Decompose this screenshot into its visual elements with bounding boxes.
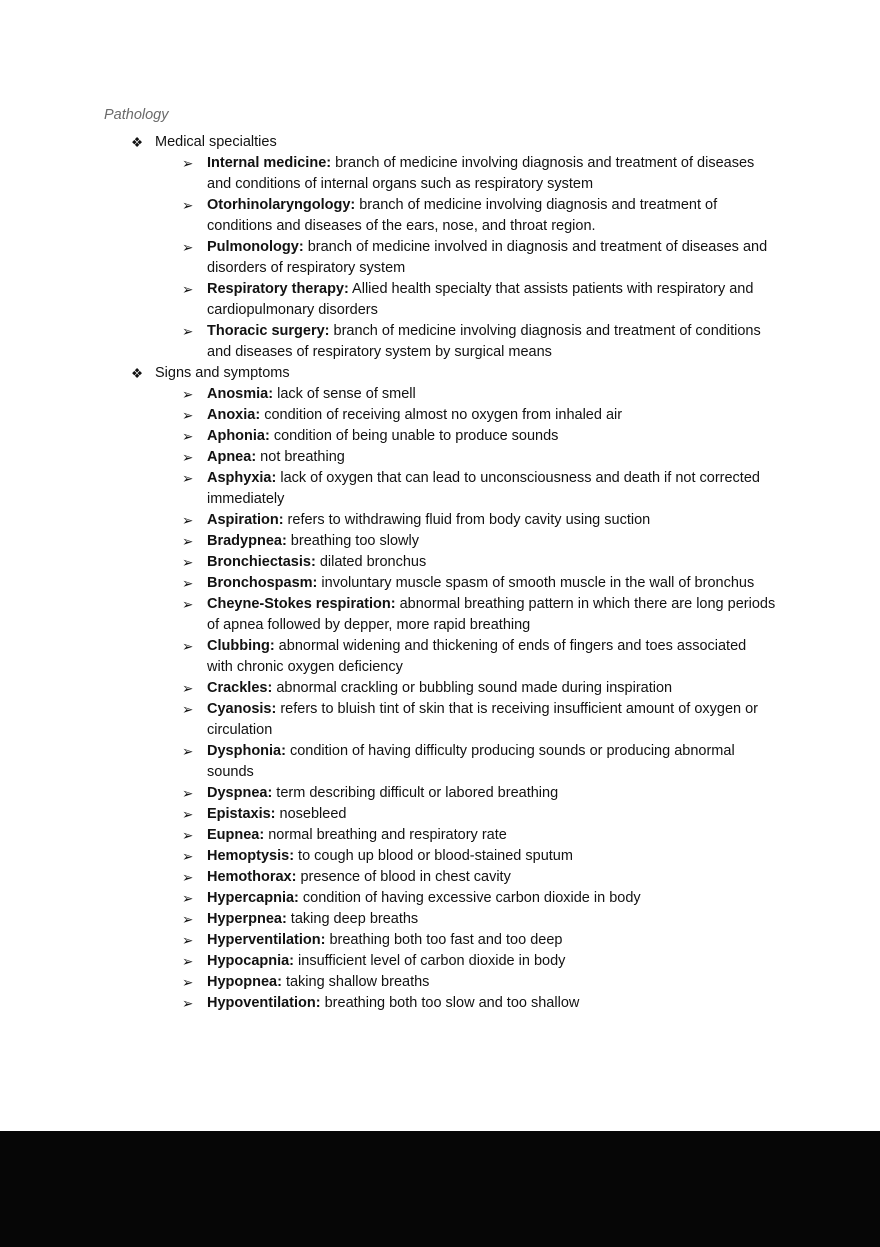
definition-item	[182, 510, 776, 531]
definition-item	[182, 573, 776, 594]
definition-item	[182, 993, 776, 1014]
arrow-bullet-icon: ➢	[182, 198, 194, 213]
definition-text: branch of medicine involving diagnosis and treatment of diseases and conditions of internal organs such as respiratory system	[207, 155, 755, 192]
term-label: Eupnea:	[207, 827, 265, 843]
definition-item	[182, 468, 776, 510]
definition-text: dilated bronchus	[315, 554, 427, 570]
arrow-bullet-icon: ➢	[182, 786, 194, 801]
section	[104, 132, 776, 363]
definition-item	[182, 741, 776, 783]
arrow-bullet-icon: ➢	[182, 156, 194, 171]
section-entries	[104, 153, 776, 363]
arrow-bullet-icon: ➢	[182, 240, 194, 255]
term-label: Cyanosis:	[207, 701, 277, 717]
term-label: Asphyxia:	[207, 470, 277, 486]
definition-text: branch of medicine involving diagnosis and treatment of conditions and diseases of respiratory system by surgical means	[207, 323, 761, 360]
arrow-bullet-icon: ➢	[182, 639, 194, 654]
arrow-bullet-icon: ➢	[182, 429, 194, 444]
term-label: Hypopnea:	[207, 974, 282, 990]
term-label: Anosmia:	[207, 386, 274, 402]
arrow-bullet-icon: ➢	[182, 324, 194, 339]
arrow-bullet-icon: ➢	[182, 870, 194, 885]
term-label: Otorhinolaryngology:	[207, 197, 356, 213]
definition-text: to cough up blood or blood-stained sputum	[294, 848, 573, 864]
definition-item	[182, 867, 776, 888]
definition-text: lack of oxygen that can lead to unconsciousness and death if not corrected immediately	[207, 470, 760, 507]
definition-text: involuntary muscle spasm of smooth muscle in the wall of bronchus	[317, 575, 755, 591]
definition-text: insufficient level of carbon dioxide in body	[294, 953, 566, 969]
definition-text: lack of sense of smell	[273, 386, 416, 402]
section-heading: Signs and symptoms	[155, 365, 290, 381]
definition-text: taking deep breaths	[286, 911, 419, 927]
section-heading-item	[131, 363, 776, 384]
term-label: Crackles:	[207, 680, 273, 696]
arrow-bullet-icon: ➢	[182, 702, 194, 717]
arrow-bullet-icon: ➢	[182, 597, 194, 612]
definition-text: refers to withdrawing fluid from body cavity using suction	[283, 512, 651, 528]
definition-text: term describing difficult or labored breathing	[272, 785, 559, 801]
section-heading-item	[131, 132, 776, 153]
definition-item	[182, 888, 776, 909]
arrow-bullet-icon: ➢	[182, 471, 194, 486]
definition-item	[182, 237, 776, 279]
arrow-bullet-icon: ➢	[182, 891, 194, 906]
section-heading: Medical specialties	[155, 134, 277, 150]
definition-item	[182, 447, 776, 468]
definition-text: taking shallow breaths	[281, 974, 430, 990]
definition-text: condition of having difficulty producing sounds or producing abnormal sounds	[207, 743, 735, 780]
arrow-bullet-icon: ➢	[182, 975, 194, 990]
definition-item	[182, 594, 776, 636]
arrow-bullet-icon: ➢	[182, 534, 194, 549]
arrow-bullet-icon: ➢	[182, 450, 194, 465]
definition-text: condition of being unable to produce sounds	[269, 428, 559, 444]
arrow-bullet-icon: ➢	[182, 849, 194, 864]
definition-item	[182, 699, 776, 741]
definition-item	[182, 783, 776, 804]
term-label: Bradypnea:	[207, 533, 287, 549]
arrow-bullet-icon: ➢	[182, 954, 194, 969]
definition-text: condition of receiving almost no oxygen from inhaled air	[260, 407, 623, 423]
definition-item	[182, 930, 776, 951]
arrow-bullet-icon: ➢	[182, 513, 194, 528]
term-label: Hypoventilation:	[207, 995, 321, 1011]
term-label: Aphonia:	[207, 428, 270, 444]
definition-item	[182, 195, 776, 237]
term-label: Hypercapnia:	[207, 890, 299, 906]
arrow-bullet-icon: ➢	[182, 555, 194, 570]
definition-item	[182, 636, 776, 678]
definition-item	[182, 678, 776, 699]
definition-item	[182, 951, 776, 972]
definition-text: condition of having excessive carbon dioxide in body	[298, 890, 641, 906]
term-label: Internal medicine:	[207, 155, 332, 171]
term-label: Bronchospasm:	[207, 575, 318, 591]
term-label: Hyperventilation:	[207, 932, 326, 948]
definition-text: breathing both too fast and too deep	[325, 932, 563, 948]
definition-item	[182, 804, 776, 825]
term-label: Clubbing:	[207, 638, 275, 654]
definition-text: abnormal breathing pattern in which there are long periods of apnea followed by depper, more rapid breathing	[207, 596, 776, 633]
term-label: Bronchiectasis:	[207, 554, 316, 570]
arrow-bullet-icon: ➢	[182, 408, 194, 423]
definition-text: not breathing	[256, 449, 345, 465]
diamond-bullet-icon: ❖	[131, 135, 144, 150]
definition-item	[182, 846, 776, 867]
definition-text: abnormal crackling or bubbling sound made during inspiration	[272, 680, 673, 696]
term-label: Aspiration:	[207, 512, 284, 528]
term-label: Apnea:	[207, 449, 257, 465]
definition-text: presence of blood in chest cavity	[296, 869, 511, 885]
definition-item	[182, 972, 776, 993]
section	[104, 363, 776, 1014]
term-label: Hypocapnia:	[207, 953, 295, 969]
term-label: Hyperpnea:	[207, 911, 287, 927]
definition-item	[182, 153, 776, 195]
term-label: Dyspnea:	[207, 785, 273, 801]
definition-item	[182, 825, 776, 846]
term-label: Cheyne-Stokes respiration:	[207, 596, 396, 612]
arrow-bullet-icon: ➢	[182, 744, 194, 759]
arrow-bullet-icon: ➢	[182, 282, 194, 297]
arrow-bullet-icon: ➢	[182, 933, 194, 948]
definition-text: branch of medicine involved in diagnosis and treatment of diseases and disorders of respiratory system	[207, 239, 768, 276]
definition-text: breathing both too slow and too shallow	[320, 995, 580, 1011]
term-label: Pulmonology:	[207, 239, 304, 255]
term-label: Epistaxis:	[207, 806, 276, 822]
definition-text: branch of medicine involving diagnosis and treatment of conditions and diseases of the ears, nose, and throat region.	[207, 197, 718, 234]
arrow-bullet-icon: ➢	[182, 576, 194, 591]
arrow-bullet-icon: ➢	[182, 387, 194, 402]
arrow-bullet-icon: ➢	[182, 912, 194, 927]
page-title: Pathology	[104, 107, 169, 123]
definition-text: Allied health specialty that assists patients with respiratory and cardiopulmonary disorders	[207, 281, 754, 318]
definition-text: refers to bluish tint of skin that is receiving insufficient amount of oxygen or circulation	[207, 701, 759, 738]
arrow-bullet-icon: ➢	[182, 996, 194, 1011]
definition-item	[182, 909, 776, 930]
definition-text: abnormal widening and thickening of ends of fingers and toes associated with chronic oxygen deficiency	[207, 638, 747, 675]
diamond-bullet-icon: ❖	[131, 366, 144, 381]
bottom-black-bar	[0, 1131, 880, 1247]
definition-item	[182, 279, 776, 321]
term-label: Hemothorax:	[207, 869, 297, 885]
arrow-bullet-icon: ➢	[182, 681, 194, 696]
arrow-bullet-icon: ➢	[182, 828, 194, 843]
arrow-bullet-icon: ➢	[182, 807, 194, 822]
term-label: Thoracic surgery:	[207, 323, 330, 339]
definition-text: nosebleed	[275, 806, 347, 822]
definition-item	[182, 405, 776, 426]
term-label: Respiratory therapy:	[207, 281, 349, 297]
term-label: Anoxia:	[207, 407, 261, 423]
term-label: Dysphonia:	[207, 743, 286, 759]
definition-item	[182, 426, 776, 447]
definition-text: normal breathing and respiratory rate	[264, 827, 507, 843]
definition-item	[182, 321, 776, 363]
section-entries	[104, 384, 776, 1014]
definition-item	[182, 384, 776, 405]
definition-item	[182, 531, 776, 552]
document-content	[104, 132, 776, 1014]
definition-text: breathing too slowly	[286, 533, 419, 549]
term-label: Hemoptysis:	[207, 848, 295, 864]
definition-item	[182, 552, 776, 573]
